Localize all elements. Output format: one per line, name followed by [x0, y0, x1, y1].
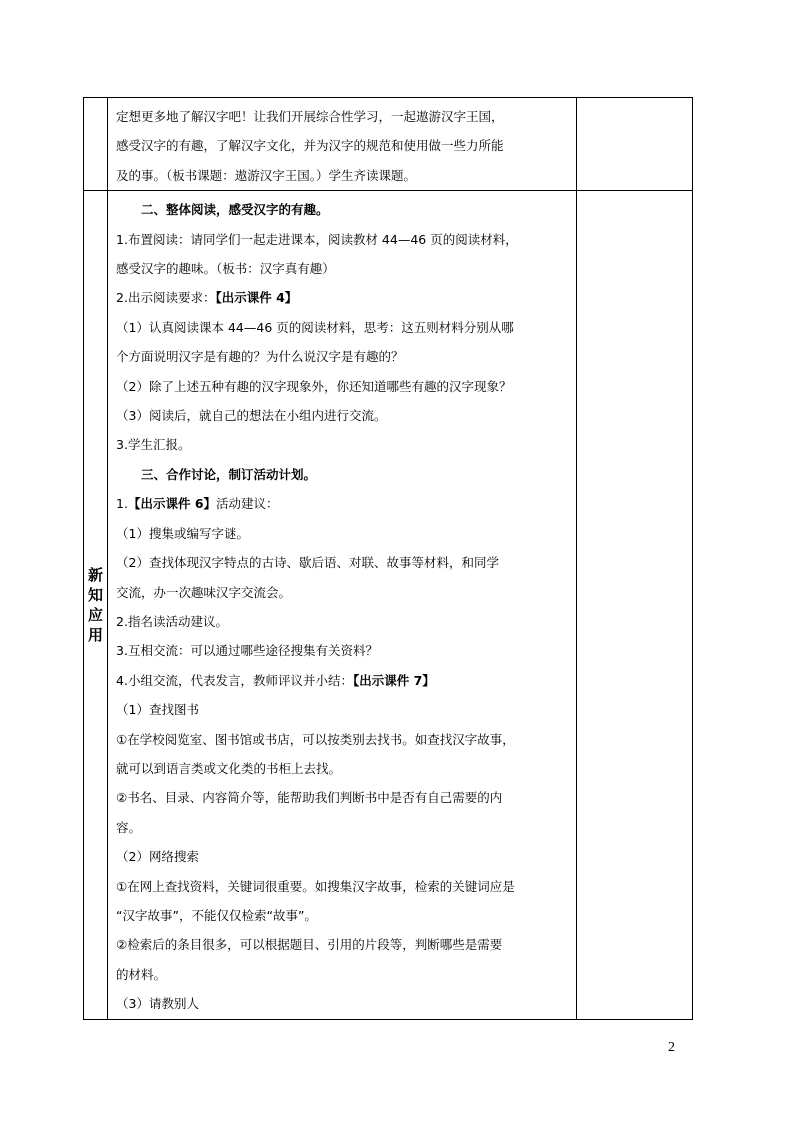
text-line: 定想更多地了解汉字吧！让我们开展综合性学习，一起遨游汉字王国，	[116, 109, 504, 124]
text-line	[116, 225, 568, 254]
text-segment: 活动建议：	[216, 496, 279, 512]
text-segment: ①在学校阅览室、图书馆或书店，可以按类别去找书。如查找汉字故事，	[116, 731, 515, 747]
text-line	[116, 783, 568, 812]
section-label-char: 新	[88, 565, 104, 584]
text-line	[116, 666, 568, 695]
courseware-tag: 【出示课件 7】	[352, 672, 435, 688]
text-line: 及的事。（板书课题：遨游汉字王国。）学生齐读课题。	[116, 167, 417, 183]
section-label-char: 知	[88, 585, 104, 604]
text-line	[116, 489, 568, 518]
text-line	[116, 901, 568, 930]
text-line	[116, 754, 568, 783]
courseware-tag: 【出示课件 4】	[215, 290, 298, 306]
text-segment: 个方面说明汉字是有趣的？为什么说汉字是有趣的？	[116, 349, 404, 365]
text-segment: （3）阅读后，就自己的想法在小组内进行交流。	[116, 408, 387, 424]
label-cell-empty	[84, 98, 108, 191]
text-line	[116, 725, 568, 754]
text-segment: 容。	[116, 819, 142, 835]
text-line	[116, 401, 568, 430]
courseware-tag: 【出示课件 6】	[127, 496, 217, 512]
intro-text	[108, 98, 576, 190]
text-line	[116, 813, 568, 842]
text-segment: 交流，办一次趣味汉字交流会。	[116, 584, 292, 600]
text-segment: 的材料。	[116, 966, 167, 982]
section-heading	[116, 195, 568, 224]
text-segment: 感受汉字的趣味。（板书：汉字真有趣）	[116, 261, 335, 277]
text-line	[116, 930, 568, 959]
text-line	[116, 695, 568, 724]
text-line	[116, 636, 568, 665]
text-line	[116, 872, 568, 901]
text-segment: 三、合作讨论，制订活动计划。	[141, 466, 317, 482]
text-segment: ①在网上查找资料，关键词很重要。如搜集汉字故事，检索的关键词应是	[116, 878, 515, 894]
text-segment: 2.出示阅读要求：	[116, 290, 216, 306]
text-line	[116, 989, 568, 1018]
table-row-new-knowledge	[84, 191, 693, 1019]
text-line	[116, 313, 568, 342]
text-segment: 二、整体阅读，感受汉字的有趣。	[141, 202, 329, 218]
section-label-char: 用	[88, 625, 104, 644]
table-row-intro	[84, 98, 693, 191]
text-segment: 2.指名读活动建议。	[116, 613, 228, 629]
text-segment: “汉字故事”，不能仅仅检索“故事”。	[116, 907, 317, 923]
text-segment: （1）查找图书	[116, 702, 199, 718]
section-heading	[116, 460, 568, 489]
text-segment: 4.小组交流，代表发言，教师评议并小结：	[116, 672, 353, 688]
text-line	[116, 283, 568, 312]
lesson-table	[83, 97, 693, 1020]
text-segment: （2）除了上述五种有趣的汉字现象外，你还知道哪些有趣的汉字现象？	[116, 378, 512, 394]
notes-cell-intro	[576, 98, 692, 191]
text-segment: （2）查找体现汉字特点的古诗、歇后语、对联、故事等材料，和同学	[116, 555, 499, 571]
text-line	[116, 342, 568, 371]
text-line: 感受汉字的有趣，了解汉字文化，并为汉字的规范和使用做一些力所能	[116, 138, 504, 154]
text-segment: ②检索后的条目很多，可以根据题目、引用的片段等，判断哪些是需要	[116, 937, 503, 953]
text-line	[116, 372, 568, 401]
text-segment: 就可以到语言类或文化类的书柜上去找。	[116, 760, 342, 776]
main-text	[108, 191, 576, 1018]
text-line	[116, 607, 568, 636]
section-label-char: 应	[88, 605, 104, 624]
text-line	[116, 548, 568, 577]
text-line	[116, 519, 568, 548]
text-segment: 1.	[116, 496, 128, 512]
text-segment: （1）搜集或编写字谜。	[116, 525, 249, 541]
page-number: 2	[668, 1040, 675, 1055]
text-segment: ②书名、目录、内容简介等，能帮助我们判断书中是否有自己需要的内	[116, 790, 503, 806]
text-segment: （1）认真阅读课本 44—46 页的阅读材料，思考：这五则材料分别从哪	[116, 319, 514, 335]
section-label	[84, 191, 108, 1019]
content-cell-main	[108, 191, 577, 1019]
text-segment: 3.互相交流：可以通过哪些途径搜集有关资料？	[116, 643, 378, 659]
text-line	[116, 430, 568, 459]
text-line	[116, 842, 568, 871]
content-cell-intro	[108, 98, 577, 191]
text-segment: 3.学生汇报。	[116, 437, 191, 453]
text-segment: （3）请教别人	[116, 996, 199, 1012]
text-line	[116, 254, 568, 283]
text-line	[116, 960, 568, 989]
text-segment: 1.布置阅读：请同学们一起走进课本，阅读教材 44—46 页的阅读材料，	[116, 231, 518, 247]
text-segment: （2）网络搜索	[116, 849, 199, 865]
text-line	[116, 578, 568, 607]
notes-cell-main	[576, 191, 692, 1019]
